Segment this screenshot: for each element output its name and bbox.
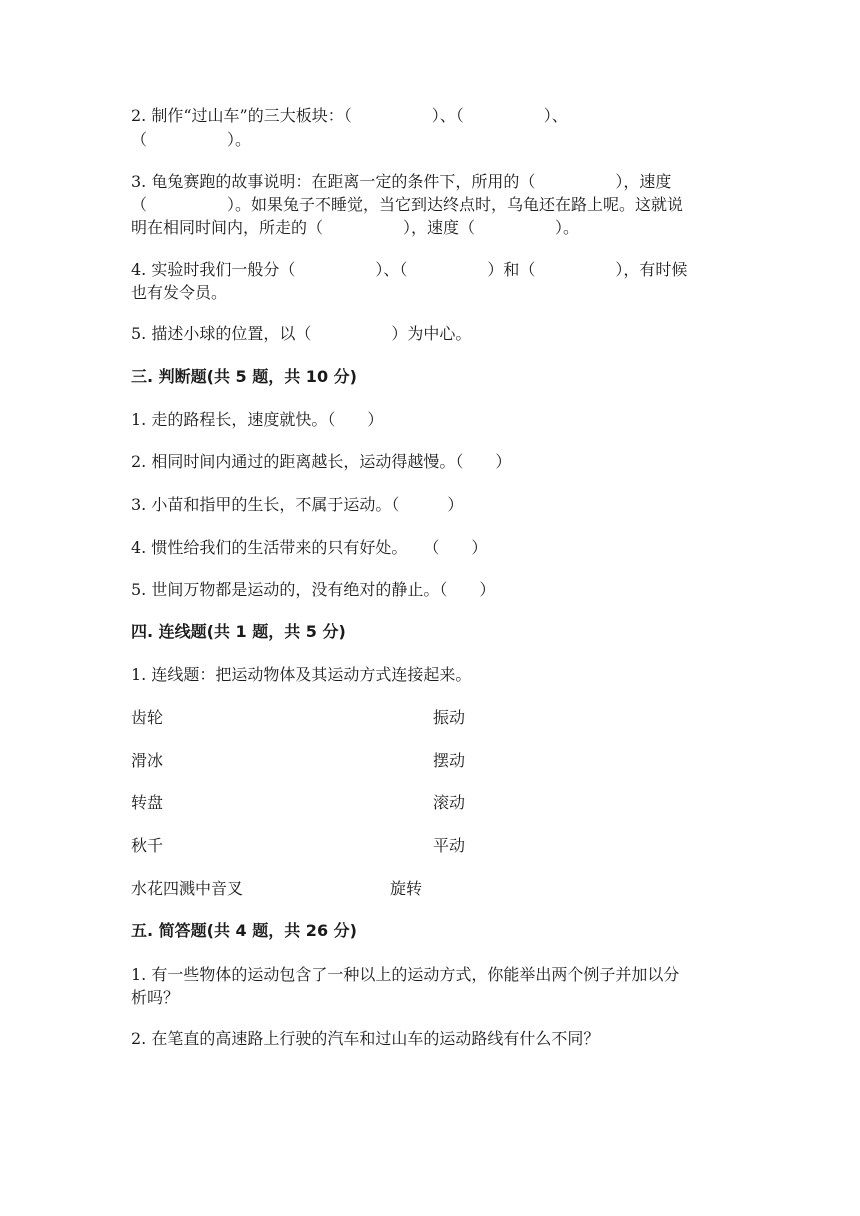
match-right-5: 旋转 (390, 879, 423, 898)
match-left-4: 秋千 (131, 836, 164, 855)
match-right-3: 滚动 (433, 793, 466, 812)
judge-item-2: 2. 相同时间内通过的距离越长，运动得越慢。（ ） (131, 452, 512, 471)
fill-q2-line2: （ ）。 (131, 130, 252, 149)
judge-item-3: 3. 小苗和指甲的生长，不属于运动。（ ） (131, 495, 464, 514)
judge-item-5: 5. 世间万物都是运动的，没有绝对的静止。（ ） (131, 580, 496, 599)
judge-item-4: 4. 惯性给我们的生活带来的只有好处。 （ ） (131, 538, 488, 557)
match-left-3: 转盘 (131, 793, 164, 812)
match-left-1: 齿轮 (131, 708, 164, 727)
fill-q3-line3: 明在相同时间内，所走的（ ），速度（ ）。 (131, 218, 580, 237)
judge-item-1: 1. 走的路程长，速度就快。（ ） (131, 410, 384, 429)
fill-q4-line1: 4. 实验时我们一般分（ ）、（ ）和（ ），有时候 (131, 260, 688, 279)
match-right-2: 摆动 (433, 751, 466, 770)
fill-q3-line1: 3. 龟兔赛跑的故事说明：在距离一定的条件下，所用的（ ），速度 (131, 172, 672, 191)
match-prompt: 1. 连线题：把运动物体及其运动方式连接起来。 (131, 665, 472, 684)
fill-q2-line1: 2. 制作“过山车”的三大板块：（ ）、（ ）、 (131, 106, 568, 125)
section4-title: 四. 连线题(共 1 题，共 5 分) (131, 622, 346, 641)
short-q1-line1: 1. 有一些物体的运动包含了一种以上的运动方式，你能举出两个例子并加以分 (131, 965, 680, 984)
fill-q4-line2: 也有发令员。 (131, 283, 228, 302)
match-left-5: 水花四溅中音叉 (131, 879, 244, 898)
match-right-1: 振动 (433, 708, 466, 727)
short-q1-line2: 析吗？ (131, 988, 180, 1007)
section3-title: 三. 判断题(共 5 题，共 10 分) (131, 367, 357, 386)
match-left-2: 滑冰 (131, 751, 164, 770)
fill-q3-line2: （ ）。如果兔子不睡觉，当它到达终点时，乌龟还在路上呢。这就说 (131, 195, 684, 214)
short-q2: 2. 在笔直的高速路上行驶的汽车和过山车的运动路线有什么不同？ (131, 1029, 600, 1048)
match-right-4: 平动 (433, 836, 466, 855)
fill-q5: 5. 描述小球的位置，以（ ）为中心。 (131, 324, 472, 343)
section5-title: 五. 简答题(共 4 题，共 26 分) (131, 921, 357, 940)
